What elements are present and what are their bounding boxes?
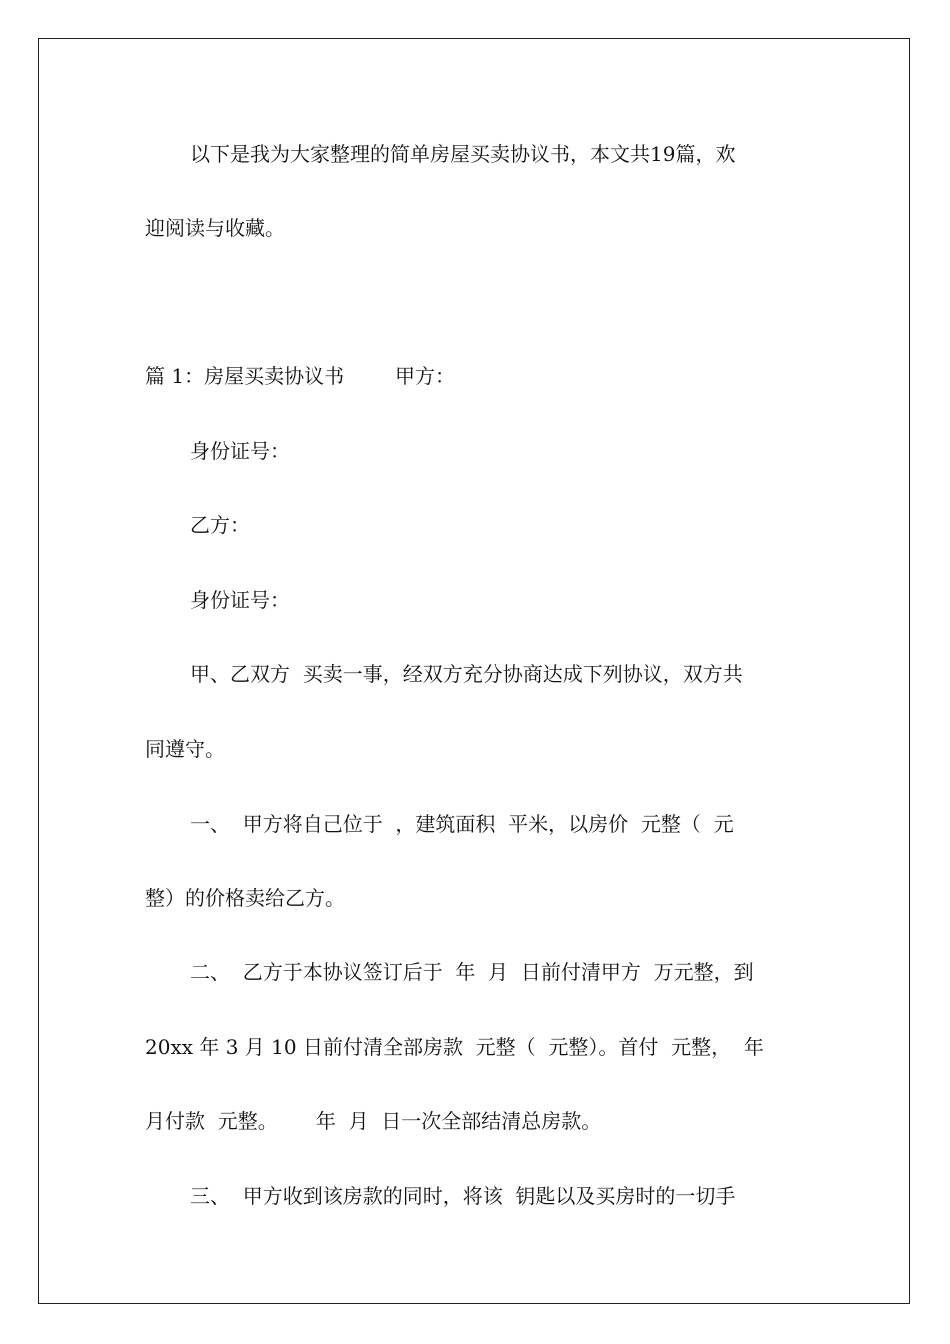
preamble-line-1: 甲、乙双方 买卖一事，经双方充分协商达成下列协议，双方共 [190,662,743,686]
clause-2-line-3: 月付款 元整。 年 月 日一次全部结清总房款。 [145,1109,602,1133]
intro-line-2: 迎阅读与收藏。 [145,216,285,240]
section-heading: 篇 1：房屋买卖协议书 甲方： [145,364,455,388]
clause-2-line-1: 二、 乙方于本协议签订后于 年 月 日前付清甲方 万元整，到 [190,960,754,984]
party-b-id-label: 身份证号： [190,588,290,612]
clause-3-line-1: 三、 甲方收到该房款的同时，将该 钥匙以及买房时的一切手 [190,1184,736,1208]
preamble-line-2: 同遵守。 [145,737,225,761]
clause-1-line-2: 整）的价格卖给乙方。 [145,886,345,910]
party-b-label: 乙方： [190,513,250,537]
party-a-id-label: 身份证号： [190,439,290,463]
clause-2-line-2: 20xx 年 3 月 10 日前付清全部房款 元整（ 元整）。首付 元整， 年 [145,1035,764,1059]
clause-1-line-1: 一、 甲方将自己位于 ，建筑面积 平米，以房价 元整（ 元 [190,812,734,836]
intro-line-1: 以下是我为大家整理的简单房屋买卖协议书，本文共19篇，欢 [190,142,736,166]
